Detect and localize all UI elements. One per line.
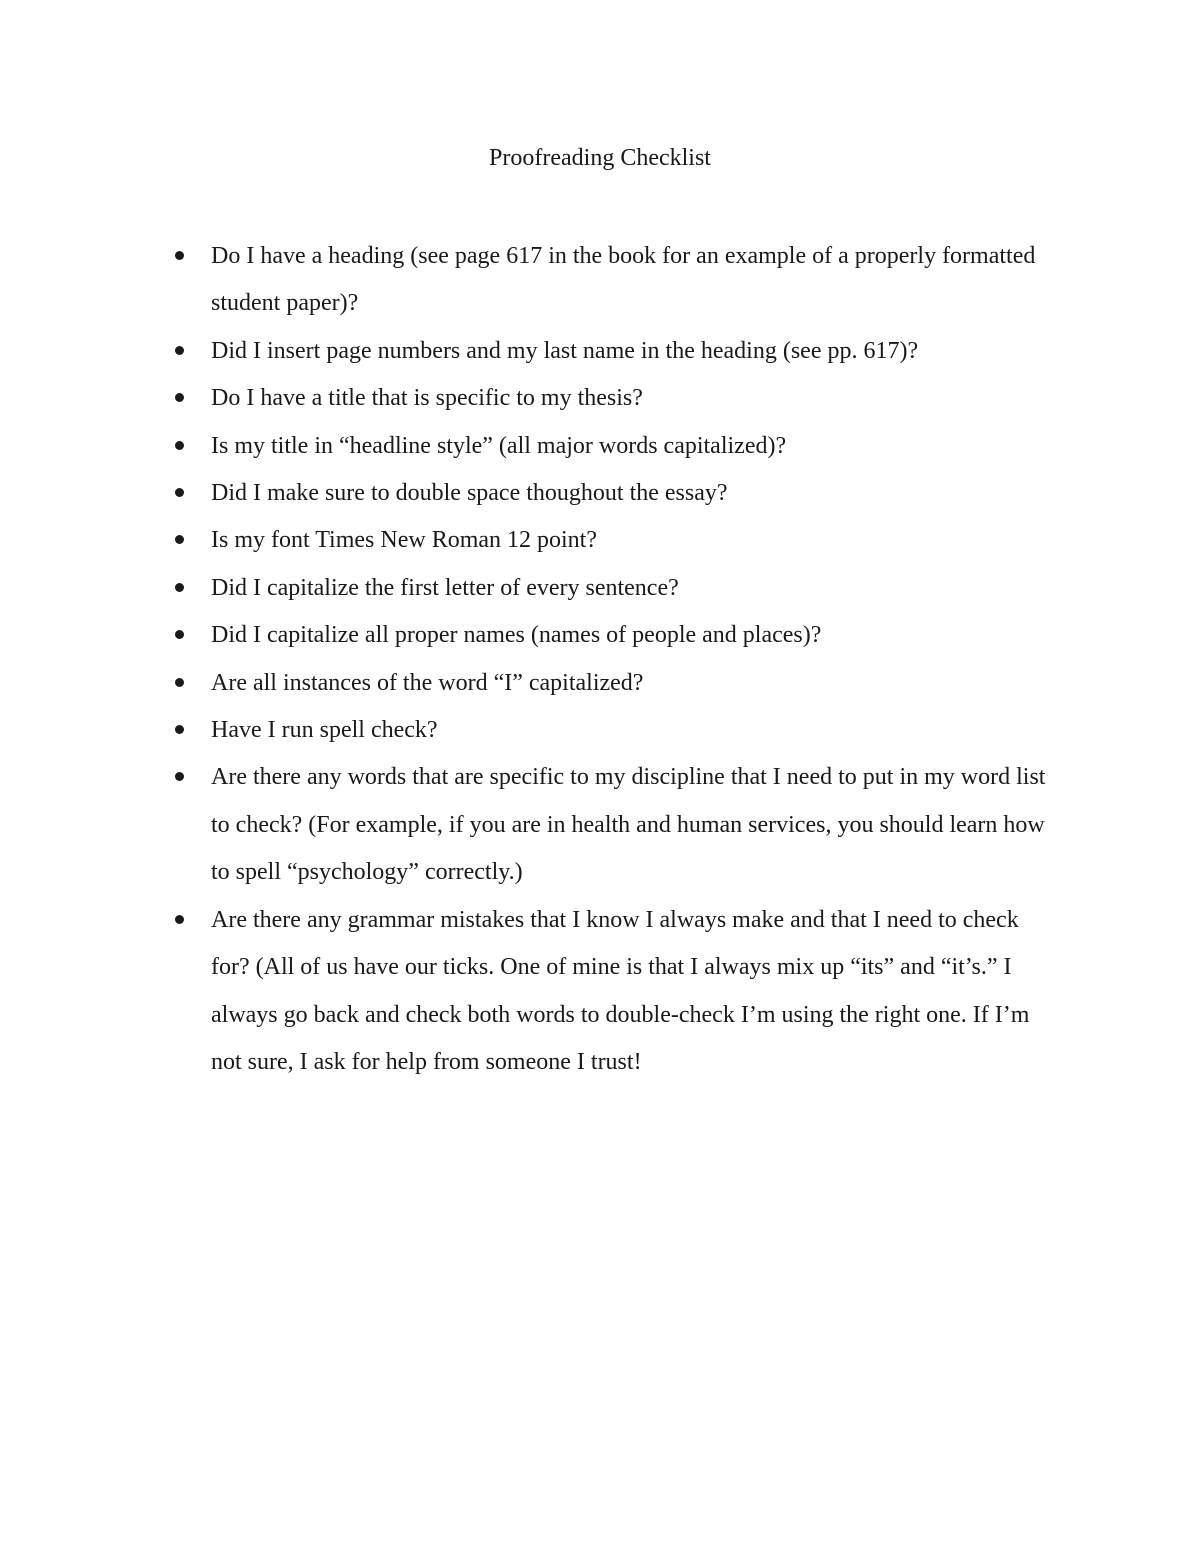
list-item-text: Do I have a title that is specific to my thesis? bbox=[211, 385, 643, 412]
list-item-text: Are there any words that are specific to my discipline that I need to put in my word list to check? (For example, if you are in health and human services, you should learn how to spell “psychology” correctly.) bbox=[211, 764, 1046, 886]
list-item-text: Is my title in “headline style” (all major words capitalized)? bbox=[211, 432, 787, 459]
list-item bbox=[211, 233, 1061, 328]
list-item-text: Are all instances of the word “I” capitalized? bbox=[211, 669, 644, 696]
bullet-icon bbox=[175, 630, 184, 639]
list-item bbox=[211, 897, 1061, 1087]
list-item bbox=[211, 754, 1061, 896]
list-item-text: Did I make sure to double space thoughout the essay? bbox=[211, 480, 728, 507]
bullet-icon bbox=[175, 251, 184, 260]
bullet-icon bbox=[175, 346, 184, 355]
list-item-text: Did I insert page numbers and my last name in the heading (see pp. 617)? bbox=[211, 337, 919, 364]
list-item bbox=[211, 328, 1061, 375]
page-title: Proofreading Checklist bbox=[489, 145, 711, 171]
bullet-icon bbox=[175, 535, 184, 544]
list-item bbox=[211, 470, 1061, 517]
list-item-text: Is my font Times New Roman 12 point? bbox=[211, 527, 598, 554]
bullet-icon bbox=[175, 915, 184, 924]
list-item bbox=[211, 423, 1061, 470]
bullet-icon bbox=[175, 772, 184, 781]
bullet-icon bbox=[175, 583, 184, 592]
list-item-text: Did I capitalize all proper names (names of people and places)? bbox=[211, 622, 822, 649]
list-item bbox=[211, 612, 1061, 659]
list-item-text: Have I run spell check? bbox=[211, 717, 438, 744]
bullet-icon bbox=[175, 725, 184, 734]
bullet-icon bbox=[175, 441, 184, 450]
list-item-text: Are there any grammar mistakes that I know I always make and that I need to check for? (All of us have our ticks. One of mine is that I always mix up “its” and “it’s.” I always go back and check both words to double-check I’m using the right one. If I’m not sure, I ask for help from someone I trust! bbox=[211, 906, 1030, 1075]
bullet-icon bbox=[175, 488, 184, 497]
list-item-text: Did I capitalize the first letter of every sentence? bbox=[211, 574, 679, 601]
list-item bbox=[211, 565, 1061, 612]
bullet-icon bbox=[175, 393, 184, 402]
checklist bbox=[211, 233, 1061, 1086]
list-item bbox=[211, 517, 1061, 564]
list-item-text: Do I have a heading (see page 617 in the book for an example of a properly formatted student paper)? bbox=[211, 243, 1036, 317]
list-item bbox=[211, 375, 1061, 422]
list-item bbox=[211, 660, 1061, 707]
list-item bbox=[211, 707, 1061, 754]
bullet-icon bbox=[175, 678, 184, 687]
